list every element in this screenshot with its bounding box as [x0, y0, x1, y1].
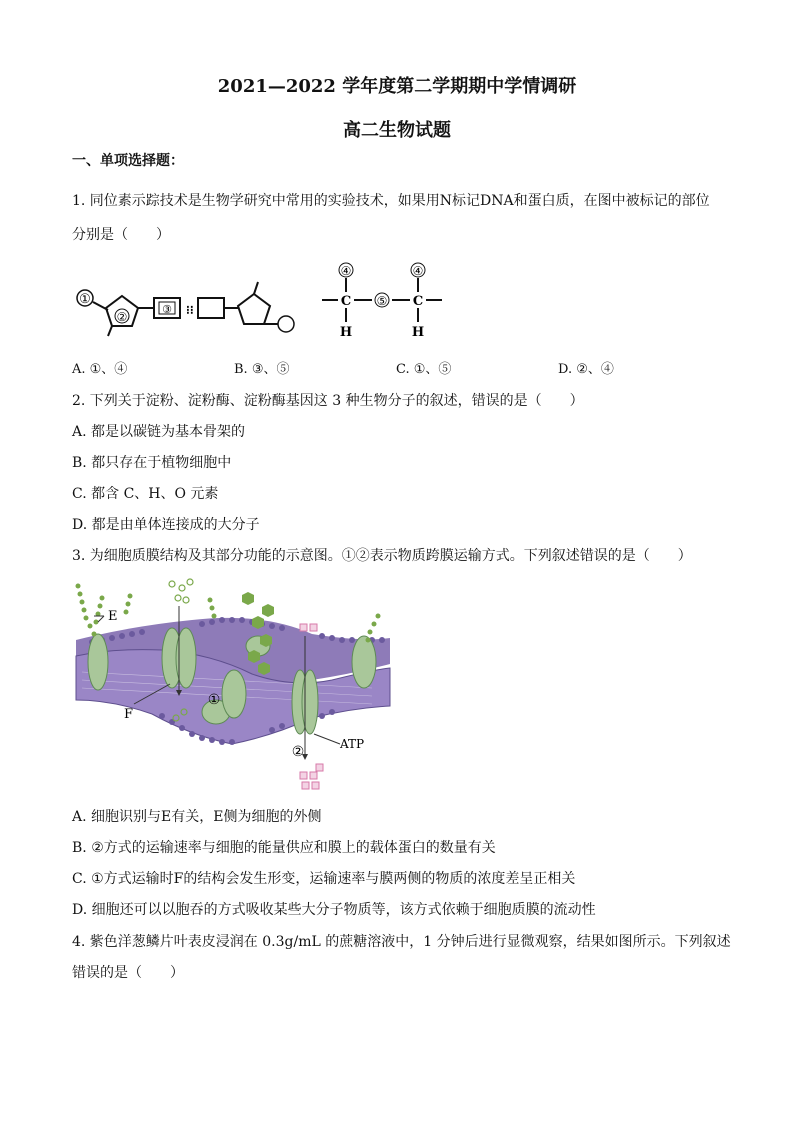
q2-stem: 2. 下列关于淀粉、淀粉酶、淀粉酶基因这 3 种生物分子的叙述，错误的是（ ） — [72, 393, 584, 409]
label-mode-1: ① — [207, 692, 221, 708]
protein-middle — [222, 670, 246, 718]
label-3: ③ — [162, 303, 172, 316]
pink-squares-outside — [300, 624, 317, 631]
atom-c1: C — [340, 294, 352, 309]
label-4a: ④ — [340, 264, 352, 278]
q1-option-d: D. ②、④ — [558, 362, 614, 377]
protein-e — [88, 634, 108, 690]
exam-subtitle: 高二生物试题 — [343, 120, 451, 141]
q1-stem-line1: 1. 同位素示踪技术是生物学研究中常用的实验技术，如果用N标记DNA和蛋白质，在图中被标记的部位 — [72, 193, 710, 209]
membrane-figure — [72, 576, 394, 792]
q3-option-a: A. 细胞识别与E有关，E侧为细胞的外侧 — [72, 809, 322, 825]
label-f: F — [124, 707, 134, 722]
q2-option-a: A. 都是以碳链为基本骨架的 — [72, 424, 246, 440]
q4-stem-line2: 错误的是（ ） — [72, 965, 184, 981]
q1-stem-line2: 分别是（ ） — [72, 227, 170, 243]
label-5: ⑤ — [376, 294, 388, 308]
label-e: E — [108, 609, 118, 624]
atom-h1: H — [339, 325, 353, 340]
q1-figure — [72, 258, 452, 340]
q4-stem-line1: 4. 紫色洋葱鳞片叶表皮浸润在 0.3g/mL 的蔗糖溶液中，1 分钟后进行显微观察，结果如图所示。下列叙述 — [72, 934, 731, 950]
q3-option-d: D. 细胞还可以以胞吞的方式吸收某些大分子物质等，该方式依赖于细胞质膜的流动性 — [72, 902, 596, 918]
q3-stem: 3. 为细胞质膜结构及其部分功能的示意图。①②表示物质跨膜运输方式。下列叙述错误的是（ ） — [72, 548, 692, 564]
label-1: ① — [79, 292, 91, 307]
hydrogen-bond-dots: ⁝⁝ — [186, 303, 194, 317]
exam-title: 2021—2022 学年度第二学期期中学情调研 — [217, 76, 577, 97]
label-4b: ④ — [412, 264, 424, 278]
q3-option-c: C. ①方式运输时F的结构会发生形变，运输速率与膜两侧的物质的浓度差呈正相关 — [72, 871, 576, 887]
q2-option-c: C. 都含 C、H、O 元素 — [72, 486, 219, 502]
protein-right — [352, 636, 376, 688]
e-pointer-2 — [98, 616, 104, 622]
pentose-ring-right — [238, 294, 270, 324]
bond-5 — [254, 282, 258, 294]
q3-option-b: B. ②方式的运输速率与细胞的能量供应和膜上的载体蛋白的数量有关 — [72, 840, 496, 856]
q1-option-b: B. ③、⑤ — [234, 362, 290, 377]
q2-option-d: D. 都是由单体连接成的大分子 — [72, 517, 260, 533]
section-heading: 一、单项选择题： — [72, 153, 184, 169]
q1-option-a: A. ①、④ — [72, 362, 128, 377]
pink-squares-inside — [300, 764, 323, 789]
atom-c2: C — [412, 294, 424, 309]
label-mode-2: ② — [291, 744, 305, 760]
base-box-right — [198, 298, 224, 318]
phosphate-circle-right — [278, 316, 294, 332]
label-atp: ATP — [340, 737, 365, 751]
atp-pointer — [314, 734, 340, 744]
q1-option-c: C. ①、⑤ — [396, 362, 452, 377]
label-2: ② — [116, 310, 128, 324]
q2-option-b: B. 都只存在于植物细胞中 — [72, 455, 232, 471]
bond-2 — [108, 326, 112, 336]
atom-h2: H — [411, 325, 425, 340]
carrier-protein-right — [302, 670, 318, 734]
